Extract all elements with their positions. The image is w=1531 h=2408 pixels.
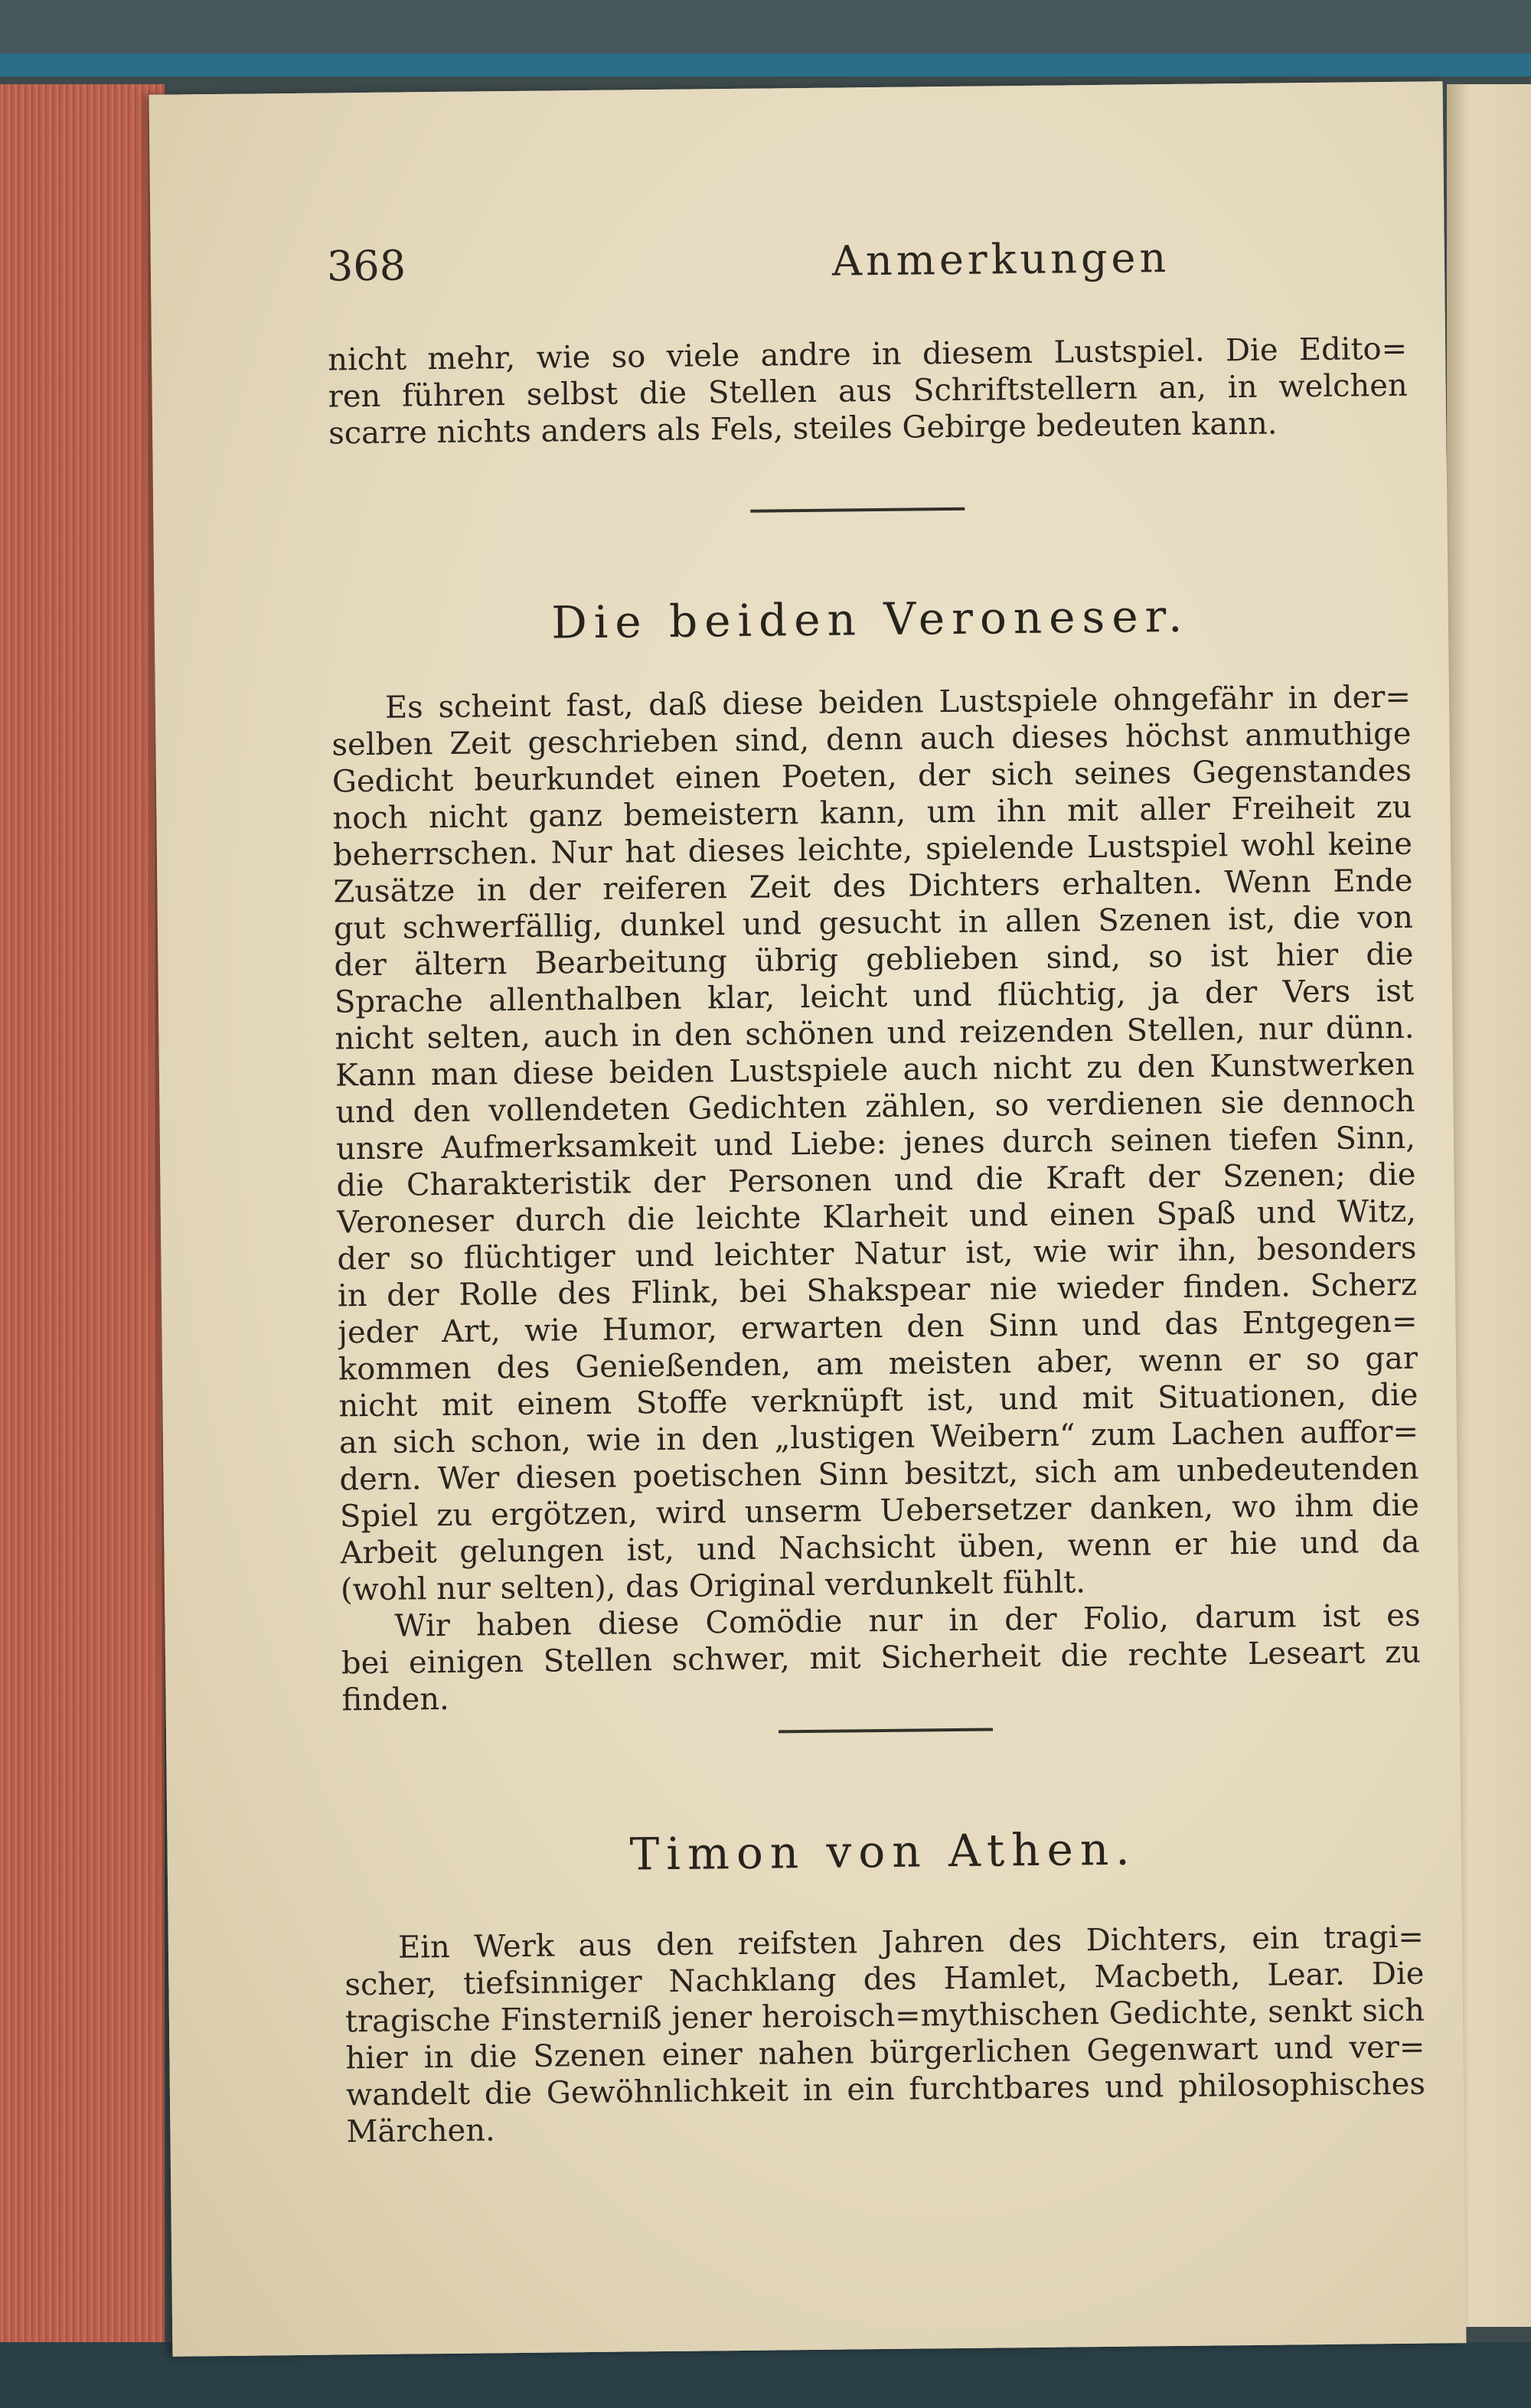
- book-cover-edge: [0, 54, 1531, 77]
- text-line: Zusätze in der reiferen Zeit des Dichters erhalten. Wenn Ende: [333, 863, 1413, 910]
- text-line: kommen des Genießenden, am meisten aber, wenn er so gar: [338, 1340, 1418, 1388]
- text-line: nicht selten, auch in den schönen und reizenden Stellen, nur dünn.: [335, 1010, 1415, 1057]
- text-line: an sich schon, wie in den „lustigen Weibern“ zum Lachen auffor=: [338, 1414, 1419, 1461]
- book-page: [149, 81, 1467, 2357]
- continuation-paragraph: [328, 331, 1408, 452]
- text-line: Veroneser durch die leichte Klarheit und einen Spaß und Witz,: [336, 1193, 1417, 1241]
- text-line: (wohl nur selten), das Original verdunkelt fühlt.: [340, 1565, 1086, 1608]
- timon-paragraph: [344, 1919, 1426, 2151]
- text-line: der ältern Bearbeitung übrig geblieben sind, so ist hier die: [334, 936, 1414, 984]
- text-line: Arbeit gelungen ist, und Nachsicht üben, wenn er hie und da: [340, 1524, 1420, 1571]
- text-line: tragische Finsterniß jener heroisch=mythischen Gedichte, senkt sich: [344, 1992, 1425, 2040]
- text-line: Spiel zu ergötzen, wird unserm Uebersetzer danken, wo ihm die: [339, 1487, 1420, 1535]
- text-line: wandelt die Gewöhnlichkeit in ein furchtbares und philosophisches: [345, 2066, 1426, 2113]
- text-line: Es scheint fast, daß diese beiden Lustspiele ohngefähr in der=: [384, 679, 1412, 726]
- section-divider: [750, 507, 965, 513]
- section-title-timon: Timon von Athen.: [629, 1822, 1138, 1881]
- text-line: finden.: [341, 1681, 449, 1718]
- text-line: Kann man diese beiden Lustspiele auch nicht zu den Kunstwerken: [335, 1046, 1415, 1094]
- text-line: beherrschen. Nur hat dieses leichte, spielende Lustspiel wohl keine: [332, 826, 1413, 873]
- text-line: Sprache allenthalben klar, leicht und flüchtig, ja der Vers ist: [334, 973, 1415, 1020]
- text-line: Märchen.: [346, 2113, 495, 2150]
- text-line: scher, tiefsinniger Nachklang des Hamlet, Macbeth, Lear. Die: [344, 1956, 1425, 2003]
- veroneser-paragraph: [331, 679, 1422, 1719]
- scan-background-top: [0, 0, 1531, 61]
- text-line: bei einigen Stellen schwer, mit Sicherheit die rechte Leseart zu: [341, 1634, 1422, 1682]
- running-head: Anmerkungen: [831, 233, 1170, 286]
- text-line: unsre Aufmerksamkeit und Liebe: jenes durch seinen tiefen Sinn,: [335, 1120, 1416, 1167]
- text-line: Gedicht beurkundet einen Poeten, der sich seines Gegenstandes: [331, 752, 1412, 800]
- text-line: der so flüchtiger und leichter Natur ist, wie wir ihn, besonders: [337, 1230, 1417, 1277]
- page-header: [327, 231, 1399, 312]
- text-line: scarre nichts anders als Fels, steiles Gebirge bedeuten kann.: [328, 406, 1278, 452]
- text-line: selben Zeit geschrieben sind, denn auch dieses höchst anmuthige: [331, 716, 1412, 763]
- text-line: die Charakteristik der Personen und die Kraft der Szenen; die: [336, 1157, 1416, 1204]
- text-line: jeder Art, wie Humor, erwarten den Sinn und das Entgegen=: [338, 1304, 1418, 1351]
- text-line: Ein Werk aus den reifsten Jahren des Dichters, ein tragi=: [397, 1919, 1425, 1966]
- text-line: nicht mit einem Stoffe verknüpft ist, und mit Situationen, die: [338, 1377, 1418, 1424]
- text-line: hier in die Szenen einer nahen bürgerlichen Gegenwart und ver=: [345, 2029, 1425, 2077]
- text-line: in der Rolle des Flink, bei Shakspear nie wieder finden. Scherz: [337, 1267, 1418, 1314]
- text-line: und den vollendeten Gedichten zählen, so verdienen sie dennoch: [335, 1083, 1415, 1131]
- text-line: noch nicht ganz bemeistern kann, um ihn mit aller Freiheit zu: [332, 789, 1412, 837]
- section-divider: [779, 1728, 993, 1734]
- text-line: dern. Wer diesen poetischen Sinn besitzt, sich am unbedeutenden: [339, 1450, 1419, 1498]
- text-line: nicht mehr, wie so viele andre in diesem Lustspiel. Die Edito=: [327, 331, 1408, 378]
- text-line: Wir haben diese Comödie nur in der Folio, darum ist es: [394, 1597, 1421, 1644]
- text-line: gut schwerfällig, dunkel und gesucht in allen Szenen ist, die von: [333, 899, 1414, 947]
- page-block-edges: [0, 84, 165, 2361]
- text-line: ren führen selbst die Stellen aus Schriftstellern an, in welchen: [328, 367, 1408, 415]
- section-title-veroneser: Die beiden Veroneser.: [550, 589, 1190, 649]
- page-number: 368: [326, 241, 406, 291]
